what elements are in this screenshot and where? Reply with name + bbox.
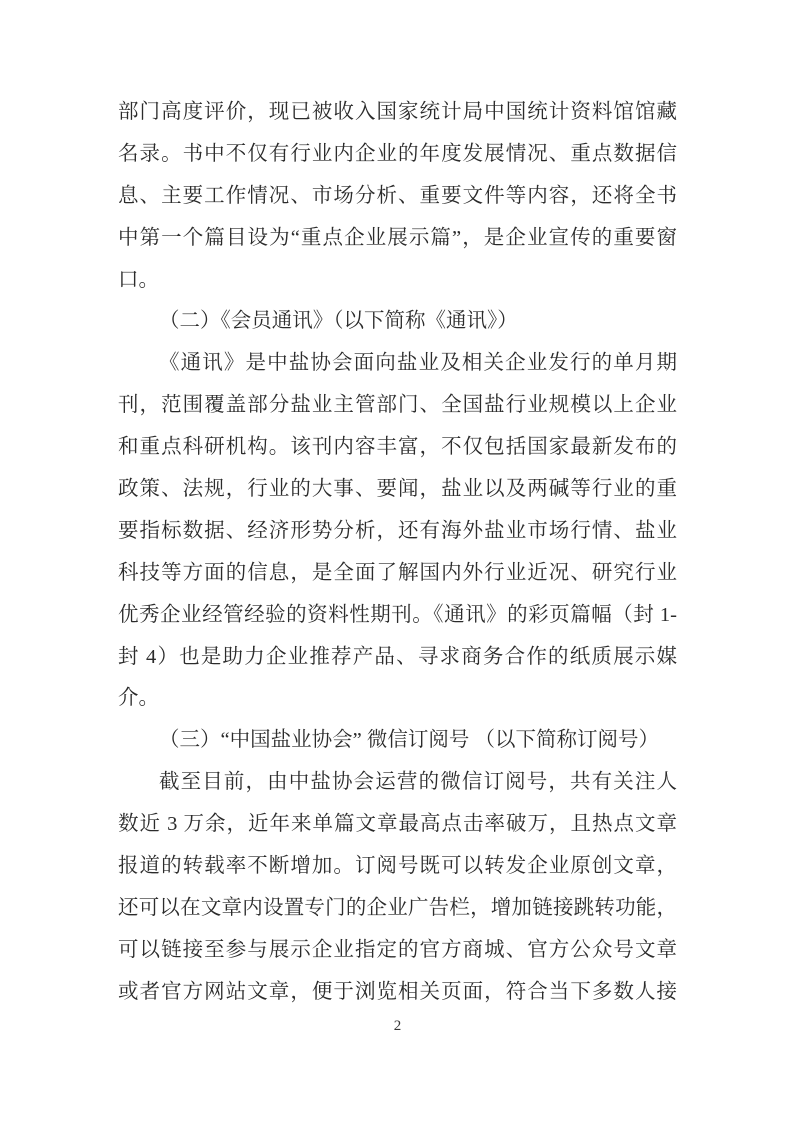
text-line: 优秀企业经管经验的资料性期刊。《通讯》的彩页篇幅（封 1- xyxy=(118,603,677,626)
text-line: 或者官方网站文章，便于浏览相关页面，符合当下多数人接 xyxy=(118,980,677,1003)
text-line: 还可以在文章内设置专门的企业广告栏，增加链接跳转功能， xyxy=(118,896,677,919)
text-line: 政策、法规，行业的大事、要闻，盐业以及两碱等行业的重 xyxy=(118,478,677,501)
text-line: 中第一个篇目设为“重点企业展示篇”，是企业宣传的重要窗 xyxy=(118,226,677,249)
text-line: 数近 3 万余，近年来单篇文章最高点击率破万，且热点文章 xyxy=(118,813,677,836)
text-line: 封 4）也是助力企业推荐产品、寻求商务合作的纸质展示媒 xyxy=(118,645,677,668)
page-body-text xyxy=(118,92,677,1014)
text-line: 部门高度评价，现已被收入国家统计局中国统计资料馆馆藏 xyxy=(118,101,677,123)
text-line: 名录。书中不仅有行业内企业的年度发展情况、重点数据信 xyxy=(118,142,677,165)
text-line: （二）《会员通讯》（以下简称《通讯》） xyxy=(159,310,518,333)
page-number: 2 xyxy=(393,1018,402,1034)
text-line: 刊，范围覆盖部分盐业主管部门、全国盐行业规模以上企业 xyxy=(118,394,677,417)
text-line: 科技等方面的信息，是全面了解国内外行业近况、研究行业 xyxy=(118,561,677,584)
text-line: 可以链接至参与展示企业指定的官方商城、官方公众号文章 xyxy=(118,938,677,961)
text-line: 口。 xyxy=(118,268,159,291)
page-footer xyxy=(118,1016,677,1036)
text-line: 介。 xyxy=(118,687,159,710)
text-line: 《通讯》是中盐协会面向盐业及相关企业发行的单月期 xyxy=(159,352,677,375)
text-line: 截至目前，由中盐协会运营的微信订阅号，共有关注人 xyxy=(159,771,677,794)
text-line: 息、主要工作情况、市场分析、重要文件等内容，还将全书 xyxy=(118,184,677,207)
text-line: 要指标数据、经济形势分析，还有海外盐业市场行情、盐业 xyxy=(118,519,677,542)
text-line: 报道的转载率不断增加。订阅号既可以转发企业原创文章， xyxy=(118,855,677,878)
text-line: 和重点科研机构。该刊内容丰富，不仅包括国家最新发布的 xyxy=(118,436,677,459)
text-line: （三）“中国盐业协会” 微信订阅号 （以下简称订阅号） xyxy=(159,729,659,752)
